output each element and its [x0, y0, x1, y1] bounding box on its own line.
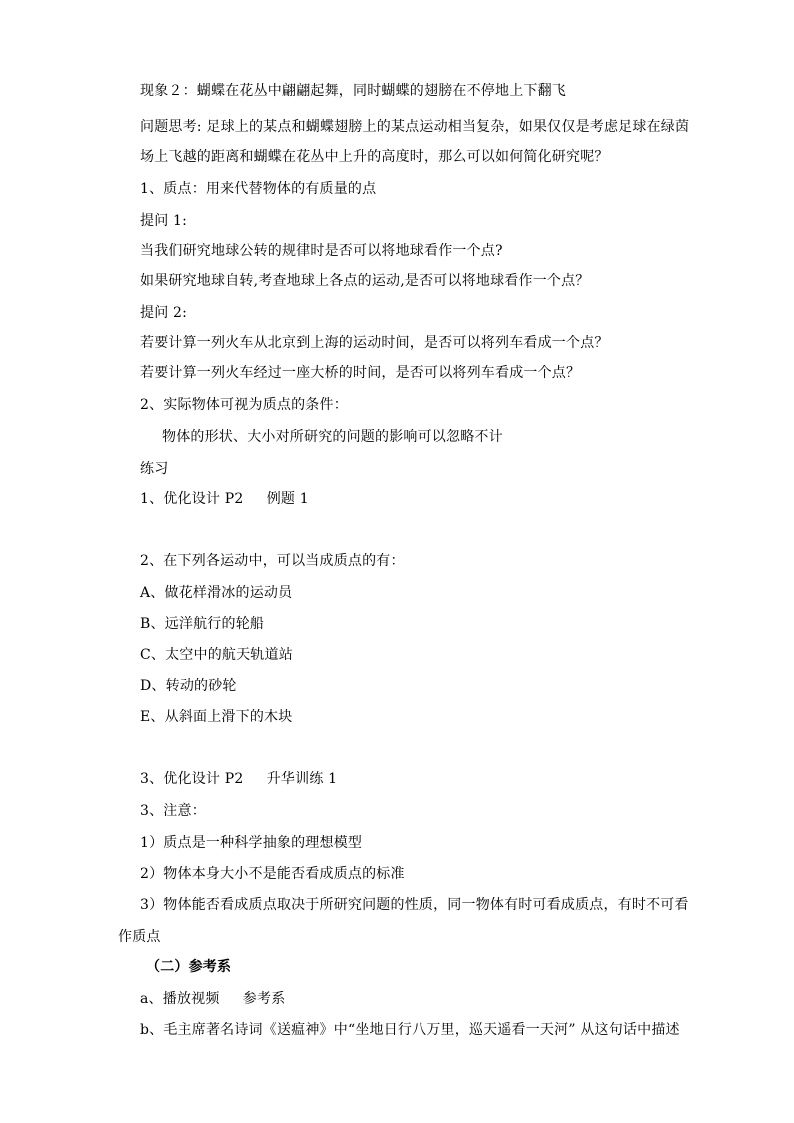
section-heading-reference-frame: （二）参考系	[146, 959, 232, 975]
question-thinking-continuation: 场上飞越的距离和蝴蝶在花丛中上升的高度时，那么可以如何简化研究呢？	[140, 149, 609, 165]
note-3-continuation: 作质点	[118, 929, 161, 945]
note-2: 2）物体本身大小不是能否看成质点的标准	[140, 866, 405, 882]
item-a-video: a、播放视频 参考系	[140, 991, 286, 1007]
option-d: D、转动的砂轮	[140, 678, 237, 694]
option-a: A、做花样滑冰的运动员	[140, 585, 293, 601]
item-b-poem: b、毛主席著名诗词《送瘟神》中“坐地日行八万里，巡天遥看一天河” 从这句话中描述	[140, 1022, 680, 1038]
option-c: C、太空中的航天轨道站	[140, 647, 293, 663]
section-heading-mass-point: 1、质点：用来代替物体的有质量的点	[140, 181, 377, 197]
question-thinking-line: 问题思考: 足球上的某点和蝴蝶翅膀上的某点运动相当复杂，如果仅仅是考虑足球在绿茵	[140, 119, 690, 135]
phenomenon-2-line: 现象２：蝴蝶在花丛中翩翩起舞，同时蝴蝶的翅膀在不停地上下翻飞	[140, 83, 566, 99]
conditions-text: 物体的形状、大小对所研究的问题的影响可以忽略不计	[162, 429, 503, 445]
question-2-line-1: 若要计算一列火车从北京到上海的运动时间，是否可以将列车看成一个点？	[140, 335, 609, 351]
note-1: 1）质点是一种科学抽象的理想模型	[140, 835, 363, 851]
notes-heading: 3、注意：	[140, 803, 206, 819]
question-1-label: 提问 1:	[140, 213, 188, 229]
note-3: 3）物体能否看成质点取决于所研究问题的性质，同一物体有时可看成质点，有时不可看	[140, 897, 689, 913]
practice-item-2: 2、在下列各运动中，可以当成质点的有：	[140, 553, 405, 569]
question-1-line-1: 当我们研究地球公转的规律时是否可以将地球看作一个点?	[140, 243, 503, 259]
question-2-label: 提问 2:	[140, 305, 188, 321]
option-b: B、远洋航行的轮船	[140, 616, 265, 632]
question-2-line-2: 若要计算一列火车经过一座大桥的时间，是否可以将列车看成一个点？	[140, 365, 581, 381]
question-1-line-2: 如果研究地球自转,考查地球上各点的运动,是否可以将地球看作一个点？	[140, 273, 590, 289]
practice-item-1: 1、优化设计 P2 例题 1	[140, 491, 309, 507]
practice-heading: 练习	[140, 461, 169, 477]
practice-item-3: 3、优化设计 P2 升华训练 1	[140, 771, 338, 787]
section-heading-conditions: 2、实际物体可视为质点的条件：	[140, 397, 348, 413]
option-e: E、从斜面上滑下的木块	[140, 709, 293, 725]
